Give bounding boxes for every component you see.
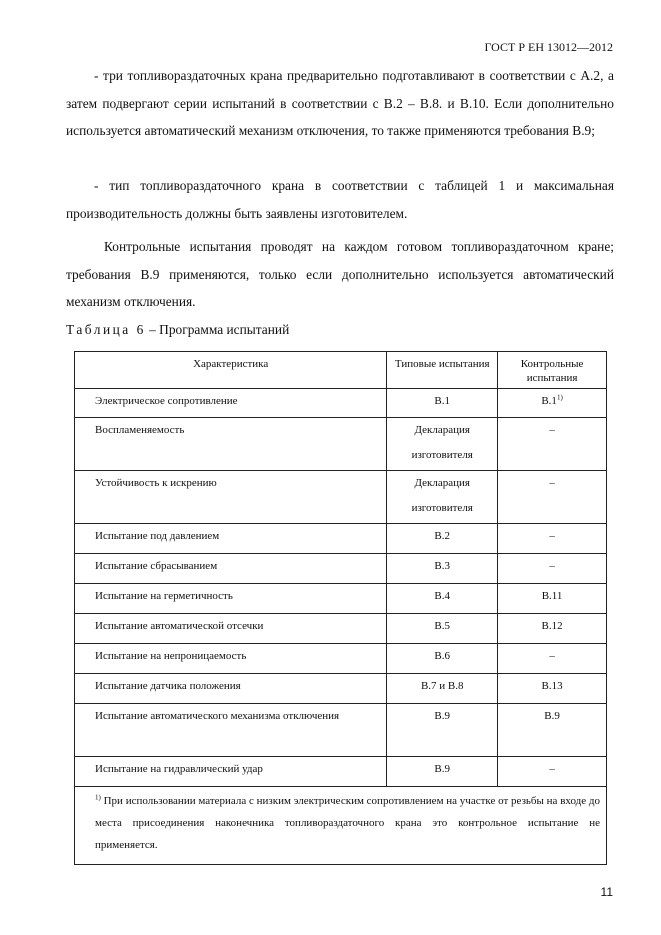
row-characteristic: Испытание автоматического механизма отключения <box>75 704 387 757</box>
row-type-test: В.1 <box>387 389 498 418</box>
control-test-value: В.1 <box>541 395 557 407</box>
table-row <box>75 584 607 614</box>
row-type-test: В.7 и В.8 <box>387 674 498 704</box>
test-program-table <box>74 351 607 865</box>
row-type-test: Декларация изготовителя <box>387 418 498 471</box>
row-characteristic: Воспламеняемость <box>75 418 387 471</box>
row-characteristic: Испытание под давлением <box>75 524 387 554</box>
table-row <box>75 418 607 471</box>
footnote-mark: 1) <box>95 793 101 802</box>
row-characteristic: Электрическое сопротивление <box>75 389 387 418</box>
row-characteristic: Испытание на герметичность <box>75 584 387 614</box>
table-row <box>75 389 607 418</box>
document-code: ГОСТ Р ЕН 13012—2012 <box>484 40 613 54</box>
row-control-test: В.12 <box>498 614 607 644</box>
paragraph-type-test-samples: - три топливораздаточных крана предварительно подготавливают в соответствии с А.2, а затем подвергают серии испытаний в соответствии с В.2 – В.8. и В.10. Если дополнительно используется автоматический механизм отключения, то также применяются требования В.9; <box>66 68 614 138</box>
row-control-test: – <box>498 471 607 524</box>
row-type-test: В.6 <box>387 644 498 674</box>
header-type-tests: Типовые испытания <box>387 352 498 389</box>
paragraph-control-tests: Контрольные испытания проводят на каждом готовом топливораздаточном кране; требования В.9 применяются, только если дополнительно используется автоматический механизм отключения. <box>66 239 614 309</box>
footnote-ref: 1) <box>556 393 563 402</box>
table-row <box>75 757 607 787</box>
row-control-test: В.9 <box>498 704 607 757</box>
row-control-test: В.13 <box>498 674 607 704</box>
header-control-tests: Контрольные испытания <box>498 352 607 389</box>
paragraph-declared-type: - тип топливораздаточного крана в соответствии с таблицей 1 и максимальная производительность должны быть заявлены изготовителем. <box>66 178 614 221</box>
row-type-test: В.5 <box>387 614 498 644</box>
table-header-row <box>75 352 607 389</box>
table-row <box>75 471 607 524</box>
row-type-test: В.4 <box>387 584 498 614</box>
table-footnote <box>75 787 607 865</box>
table-row <box>75 554 607 584</box>
header-characteristic: Характеристика <box>75 352 387 389</box>
row-characteristic: Испытание сбрасыванием <box>75 554 387 584</box>
page-number: 11 <box>600 885 613 899</box>
row-control-test: – <box>498 644 607 674</box>
row-type-test: Декларация изготовителя <box>387 471 498 524</box>
row-characteristic: Испытание датчика положения <box>75 674 387 704</box>
row-control-test <box>498 389 607 418</box>
row-control-test: – <box>498 554 607 584</box>
row-control-test: В.11 <box>498 584 607 614</box>
row-characteristic: Испытание на гидравлический удар <box>75 757 387 787</box>
table-caption-label: Таблица 6 <box>66 322 146 337</box>
row-characteristic: Испытание на непроницаемость <box>75 644 387 674</box>
table-caption-title: – Программа испытаний <box>145 322 290 337</box>
row-type-test: В.9 <box>387 757 498 787</box>
table-row <box>75 644 607 674</box>
table-footnote-row <box>75 787 607 865</box>
table-caption <box>66 322 289 338</box>
row-control-test: – <box>498 418 607 471</box>
footnote-text: При использовании материала с низким электрическим сопротивлением на участке от резьбы на входе до места присоединения наконечника топливораздаточного крана это контрольное испытание не применяется. <box>95 795 600 851</box>
row-type-test: В.9 <box>387 704 498 757</box>
row-control-test: – <box>498 757 607 787</box>
row-characteristic: Испытание автоматической отсечки <box>75 614 387 644</box>
row-type-test: В.3 <box>387 554 498 584</box>
table-row <box>75 524 607 554</box>
table-row <box>75 704 607 757</box>
row-control-test: – <box>498 524 607 554</box>
table-row <box>75 614 607 644</box>
row-characteristic: Устойчивость к искрению <box>75 471 387 524</box>
row-type-test: В.2 <box>387 524 498 554</box>
table-row <box>75 674 607 704</box>
